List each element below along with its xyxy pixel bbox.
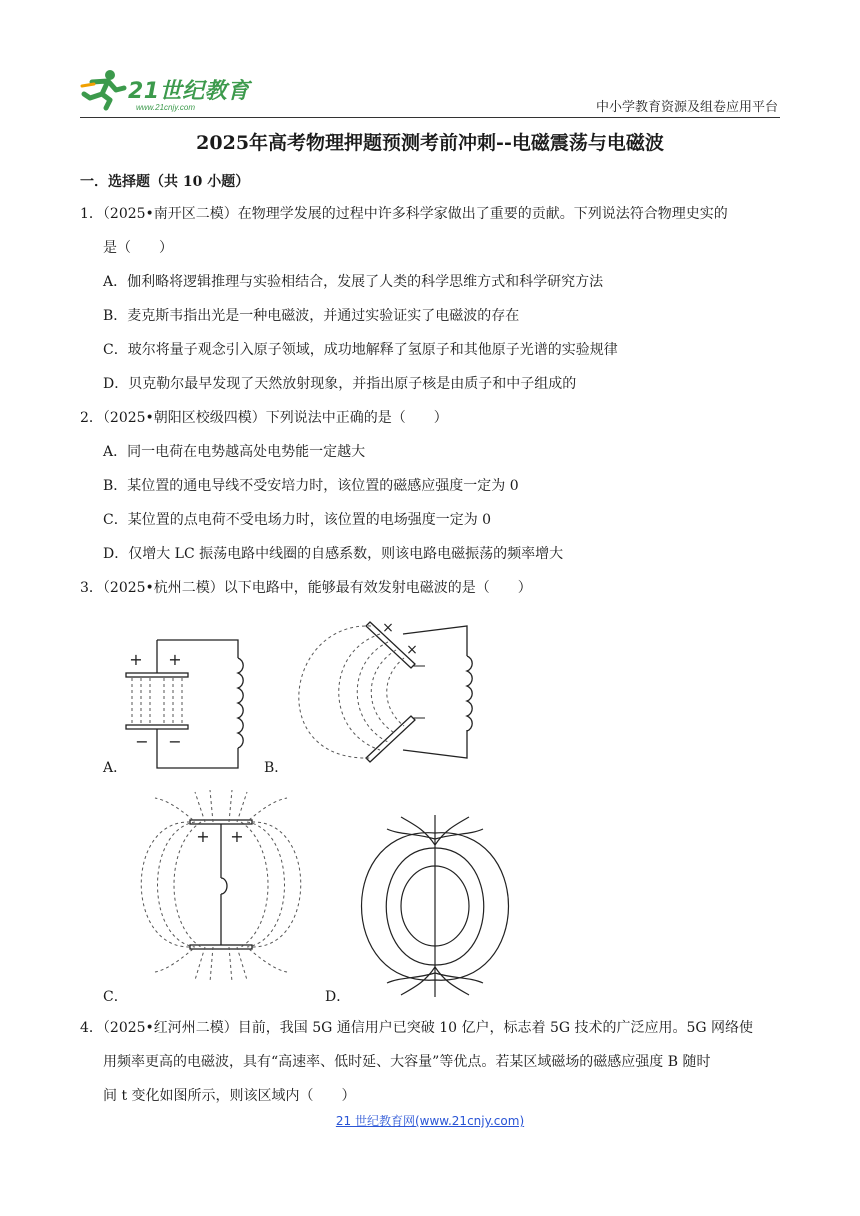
logo-title: 21世纪教育 <box>128 79 250 104</box>
question-2-option-a: A．同一电荷在电势越高处电势能一定越大 <box>103 444 366 460</box>
question-2-stem: 2．（2025•朝阳区校级四模）下列说法中正确的是（ ） <box>80 410 448 426</box>
plus-sign: + <box>196 827 210 846</box>
figure-c-label: C． <box>103 989 128 1005</box>
question-1-option-d: D．贝克勒尔最早发现了天然放射现象，并指出原子核是由质子和中子组成的 <box>103 376 577 392</box>
question-2-option-c: C．某位置的点电荷不受电场力时，该位置的电场强度一定为 0 <box>103 512 492 528</box>
question-1-option-c: C．玻尔将量子观念引入原子领域，成功地解释了氢原子和其他原子光谱的实验规律 <box>103 342 618 358</box>
figure-d-closed-loops <box>345 815 525 997</box>
question-4-stem-cont-1: 用频率更高的电磁波，具有“高速率、低时延、大容量”等优点。若某区域磁场的磁感应强度 B 随时 <box>103 1054 711 1070</box>
plus-sign: + <box>168 650 182 669</box>
platform-name: 中小学教育资源及组卷应用平台 <box>595 100 778 115</box>
question-1-option-a: A．伽利略将逻辑推理与实验相结合，发展了人类的科学思维方式和科学研究方法 <box>103 274 604 290</box>
section-heading: 一．选择题（共 10 小题） <box>80 174 250 190</box>
question-1-stem: 1．（2025•南开区二模）在物理学发展的过程中许多科学家做出了重要的贡献。下列说法符合物理史实的 <box>80 206 728 222</box>
question-1-stem-cont: 是（ ） <box>103 240 173 256</box>
page-title: 2025年高考物理押题预测考前冲刺--电磁震荡与电磁波 <box>196 132 664 154</box>
figure-b-open-plates-circuit <box>285 612 485 772</box>
figure-a-closed-lc-circuit <box>120 640 260 775</box>
plus-sign: + <box>129 650 143 669</box>
question-1-option-b: B．麦克斯韦指出光是一种电磁波，并通过实验证实了电磁波的存在 <box>103 308 520 324</box>
cross-sign: × <box>382 620 394 636</box>
logo-url: www.21cnjy.com <box>136 103 195 112</box>
figure-d-label: D． <box>325 989 351 1005</box>
question-3-stem: 3．（2025•杭州二模）以下电路中，能够最有效发射电磁波的是（ ） <box>80 580 532 596</box>
plus-sign: + <box>230 827 244 846</box>
figure-a-label: A． <box>103 760 128 776</box>
cross-sign: × <box>406 642 418 658</box>
figure-b-label: B． <box>264 760 289 776</box>
figure-c-vertical-plates-field <box>125 790 320 990</box>
minus-sign: − <box>135 732 149 751</box>
minus-sign: − <box>168 732 182 751</box>
question-2-option-b: B．某位置的通电导线不受安培力时，该位置的磁感应强度一定为 0 <box>103 478 519 494</box>
footer-link[interactable]: 21 世纪教育网(www.21cnjy.com) <box>335 1114 525 1128</box>
runner-logo-icon <box>80 68 128 108</box>
header-divider <box>80 117 780 118</box>
question-4-stem: 4．（2025•红河州二模）目前，我国 5G 通信用户已突破 10 亿户，标志着 5G 技术的广泛应用。5G 网络使 <box>80 1020 754 1036</box>
question-2-option-d: D．仅增大 LC 振荡电路中线圈的自感系数，则该电路电磁振荡的频率增大 <box>103 546 564 562</box>
question-4-stem-cont-2: 间 t 变化如图所示，则该区域内（ ） <box>103 1088 356 1104</box>
